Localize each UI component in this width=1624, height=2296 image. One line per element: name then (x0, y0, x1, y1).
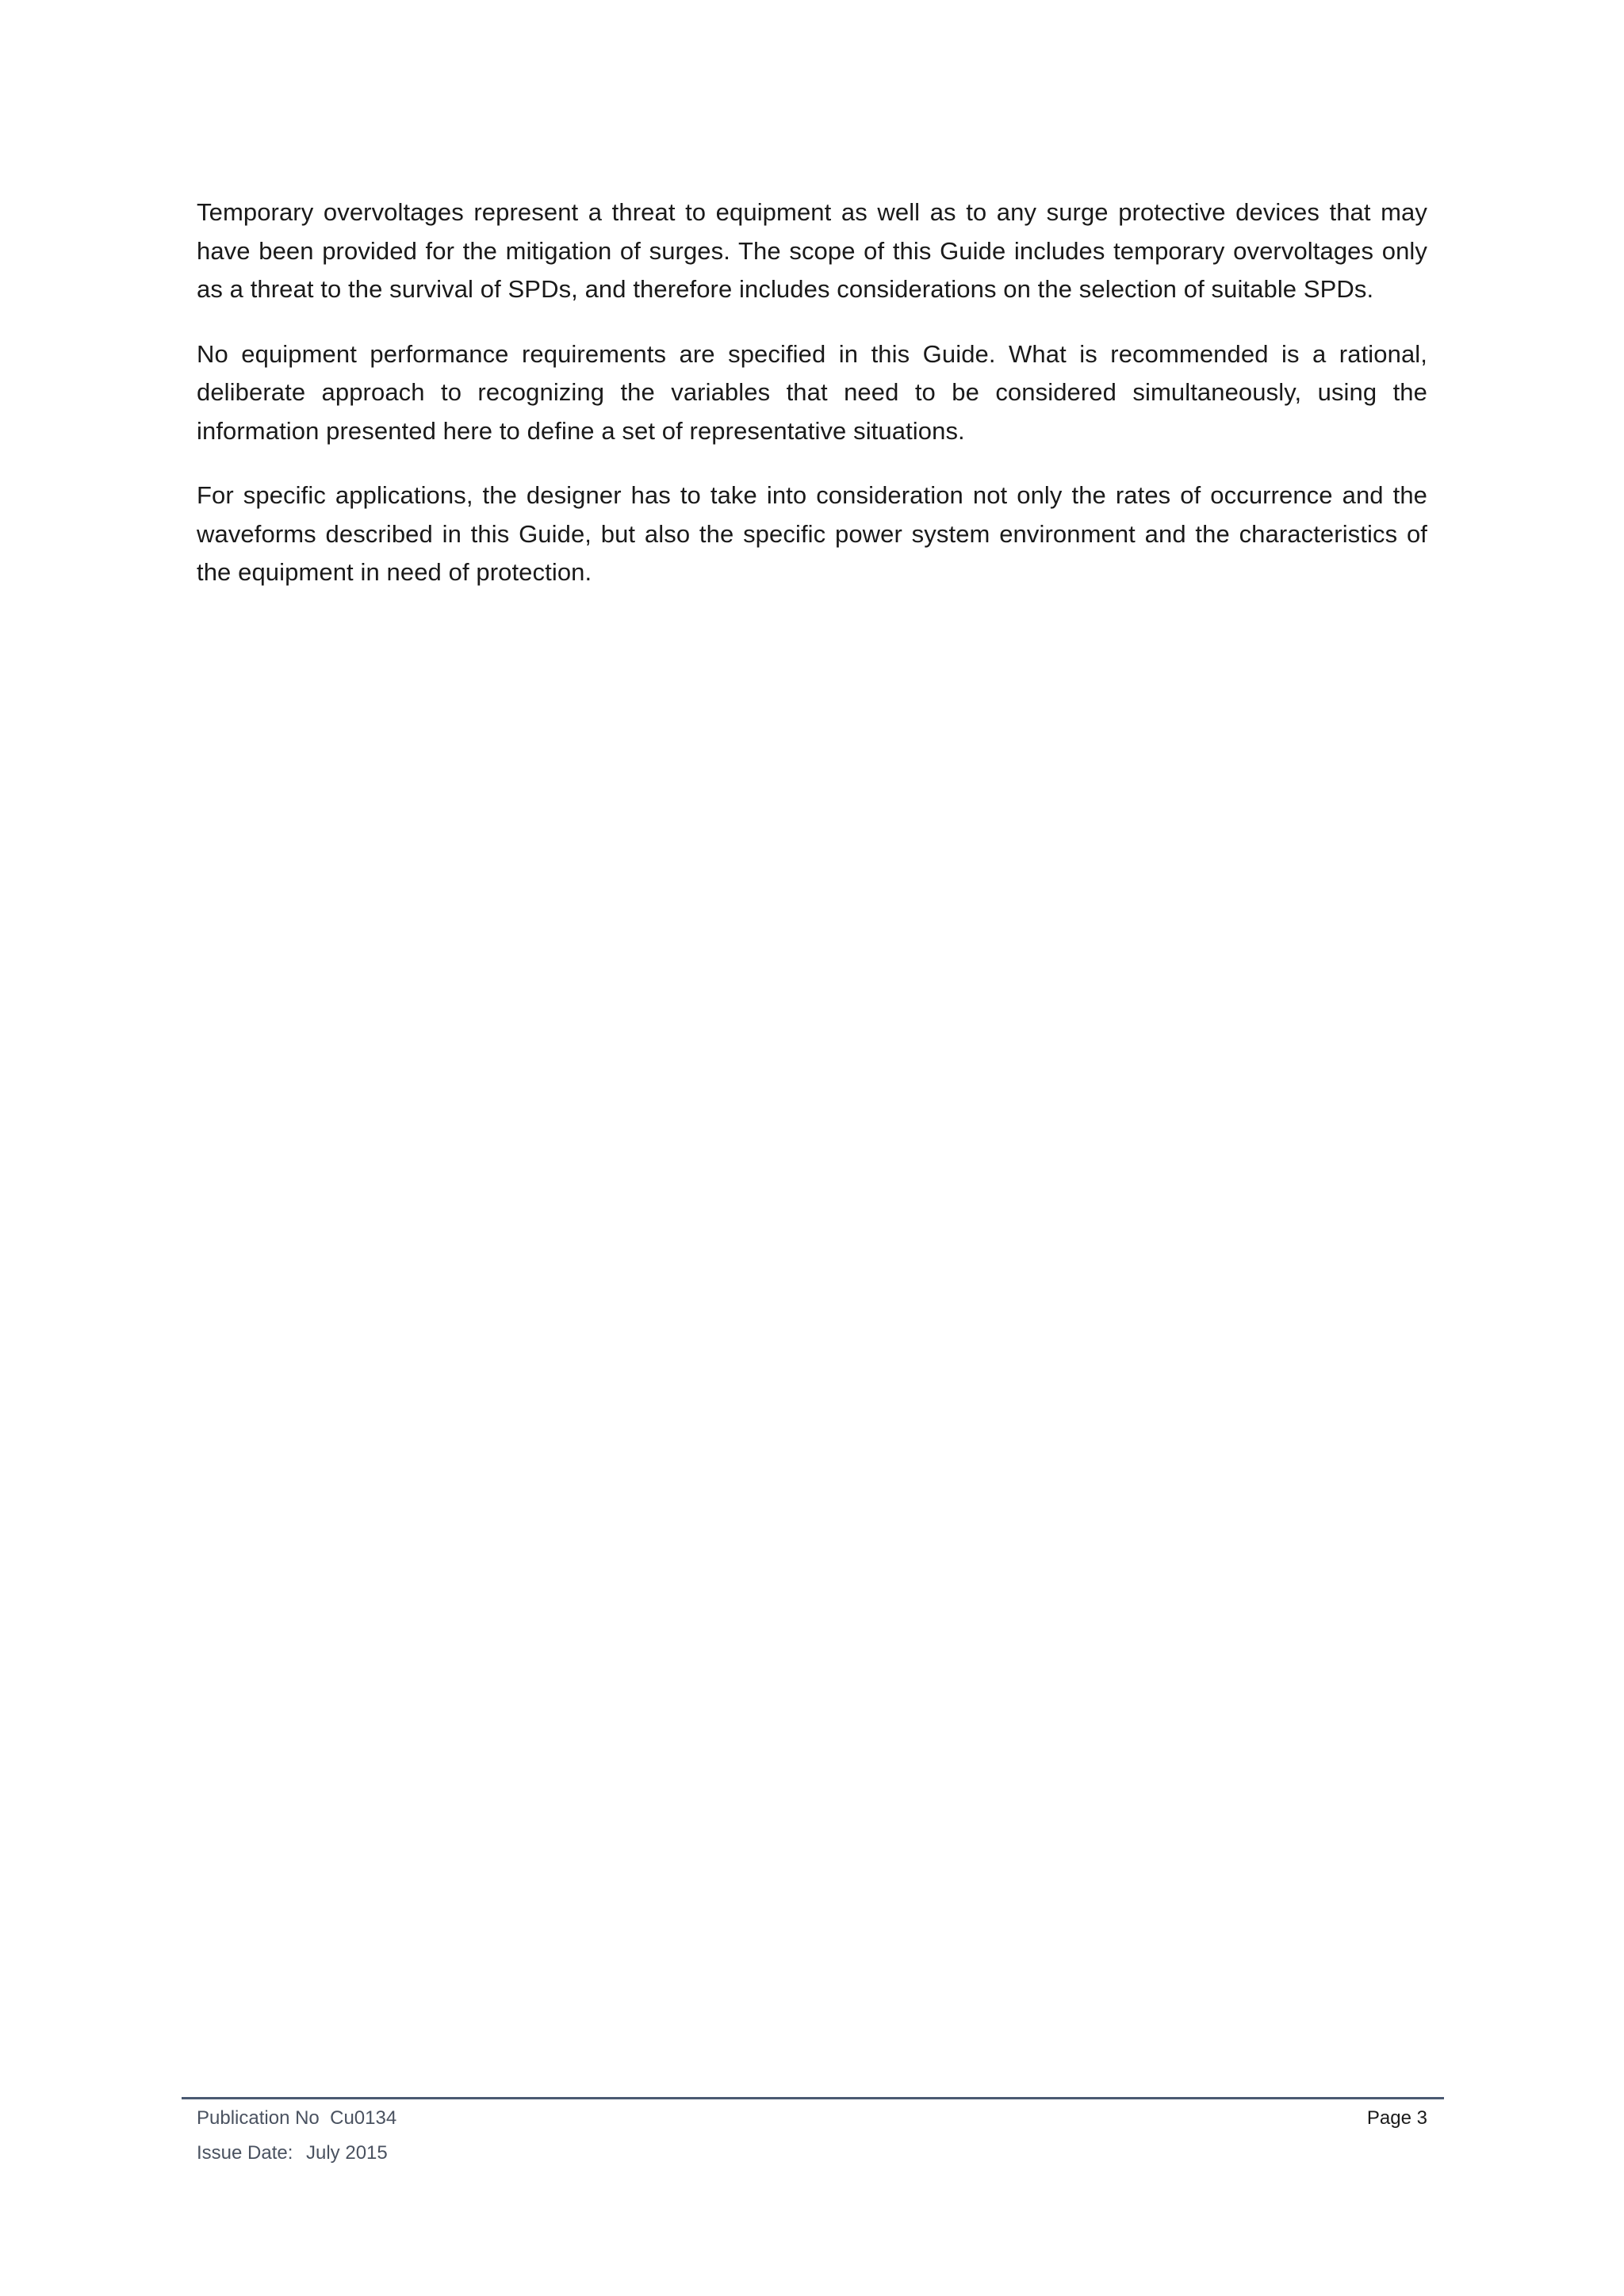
issue-date: July 2015 (306, 2142, 388, 2164)
page-footer (197, 2106, 1427, 2175)
footer-issue-row (197, 2141, 1427, 2175)
publication-info (197, 2106, 396, 2131)
issue-info (197, 2141, 388, 2166)
paragraph-temporary-overvoltages: Temporary overvoltages represent a threat to equipment as well as to any surge protective devices that may have been provided for the mitigation of surges. The scope of this Guide includes temporary overvoltages only as a threat to the survival of SPDs, and therefore includes considerations on the selection of suitable SPDs. (197, 198, 1427, 303)
paragraph-specific-applications: For specific applications, the designer has to take into consideration not only the rates of occurrence and the waveforms described in this Guide, but also the specific power system environment and the characteristics of the equipment in need of protection. (197, 481, 1427, 586)
footer-divider (182, 2097, 1444, 2099)
body-text (197, 193, 1427, 618)
footer-publication-row (197, 2106, 1427, 2141)
publication-label: Publication No (197, 2107, 320, 2129)
issue-label: Issue Date: (197, 2142, 293, 2164)
paragraph-performance-requirements: No equipment performance requirements are specified in this Guide. What is recommended is a rational, deliberate approach to recognizing the variables that need to be considered simultaneously, using the information presented here to define a set of representative situations. (197, 339, 1427, 445)
publication-number: Cu0134 (330, 2107, 397, 2129)
page-number: Page 3 (1366, 2107, 1427, 2129)
